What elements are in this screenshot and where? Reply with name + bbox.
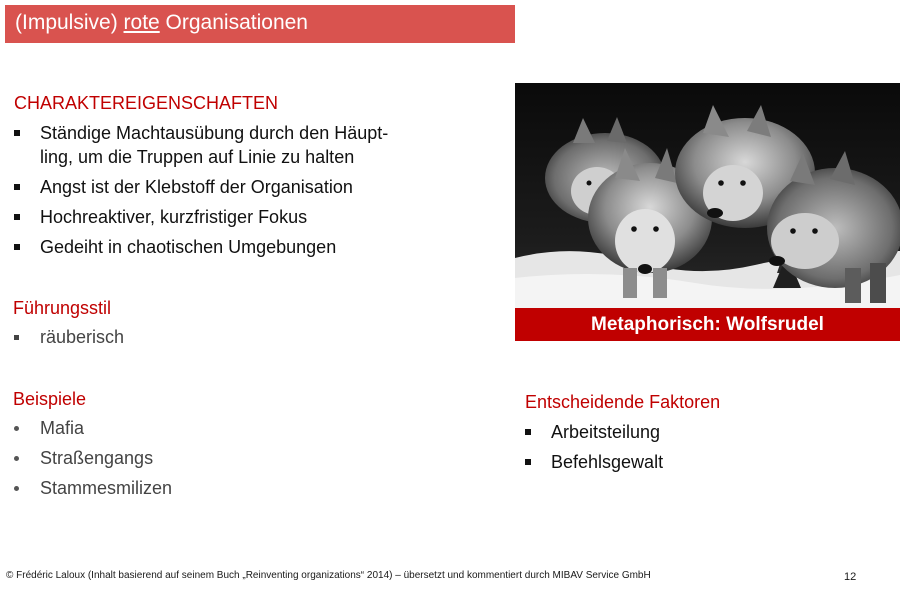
page-number: 12 [844,571,857,583]
copyright-footer: © Frédéric Laloux (Inhalt basierend auf seinem Buch „Reinventing organizations“ 2014) – übersetzt und kommentiert durch MIBAV Service GmbH [6,570,651,581]
wolf-pack-photo [515,83,900,308]
title-suffix: Organisationen [159,11,308,34]
wolf-pack-illustration [515,83,900,308]
list-item-text: Ständige Machtausübung durch den Häupt- ling, um die Truppen auf Linie zu halten [40,123,389,167]
list-item: Befehlsgewalt [523,450,883,474]
list-item: Angst ist der Klebstoff der Organisation [12,175,432,199]
list-item: Stammesmilizen [12,476,312,500]
list-item: Arbeitsteilung [523,420,883,444]
list-item: Mafia [12,416,312,440]
list-item: Straßengangs [12,446,312,470]
characteristics-heading: CHARAKTEREIGENSCHAFTEN [14,93,279,113]
title-prefix: (Impulsive) [15,11,124,34]
examples-list [12,416,312,506]
factors-list [523,420,883,480]
leadership-list [12,325,312,355]
leadership-heading: Führungsstil [13,298,112,318]
title-highlight: rote [123,11,160,34]
list-item: Gedeiht in chaotischen Umgebungen [12,235,432,259]
slide-title [5,5,515,43]
examples-heading: Beispiele [13,389,87,409]
characteristics-list [12,121,432,265]
image-caption: Metaphorisch: Wolfsrudel [515,308,900,341]
factors-heading: Entscheidende Faktoren [525,392,721,412]
list-item: Hochreaktiver, kurzfristiger Fokus [12,205,432,229]
list-item [12,121,420,169]
list-item: räuberisch [12,325,312,349]
